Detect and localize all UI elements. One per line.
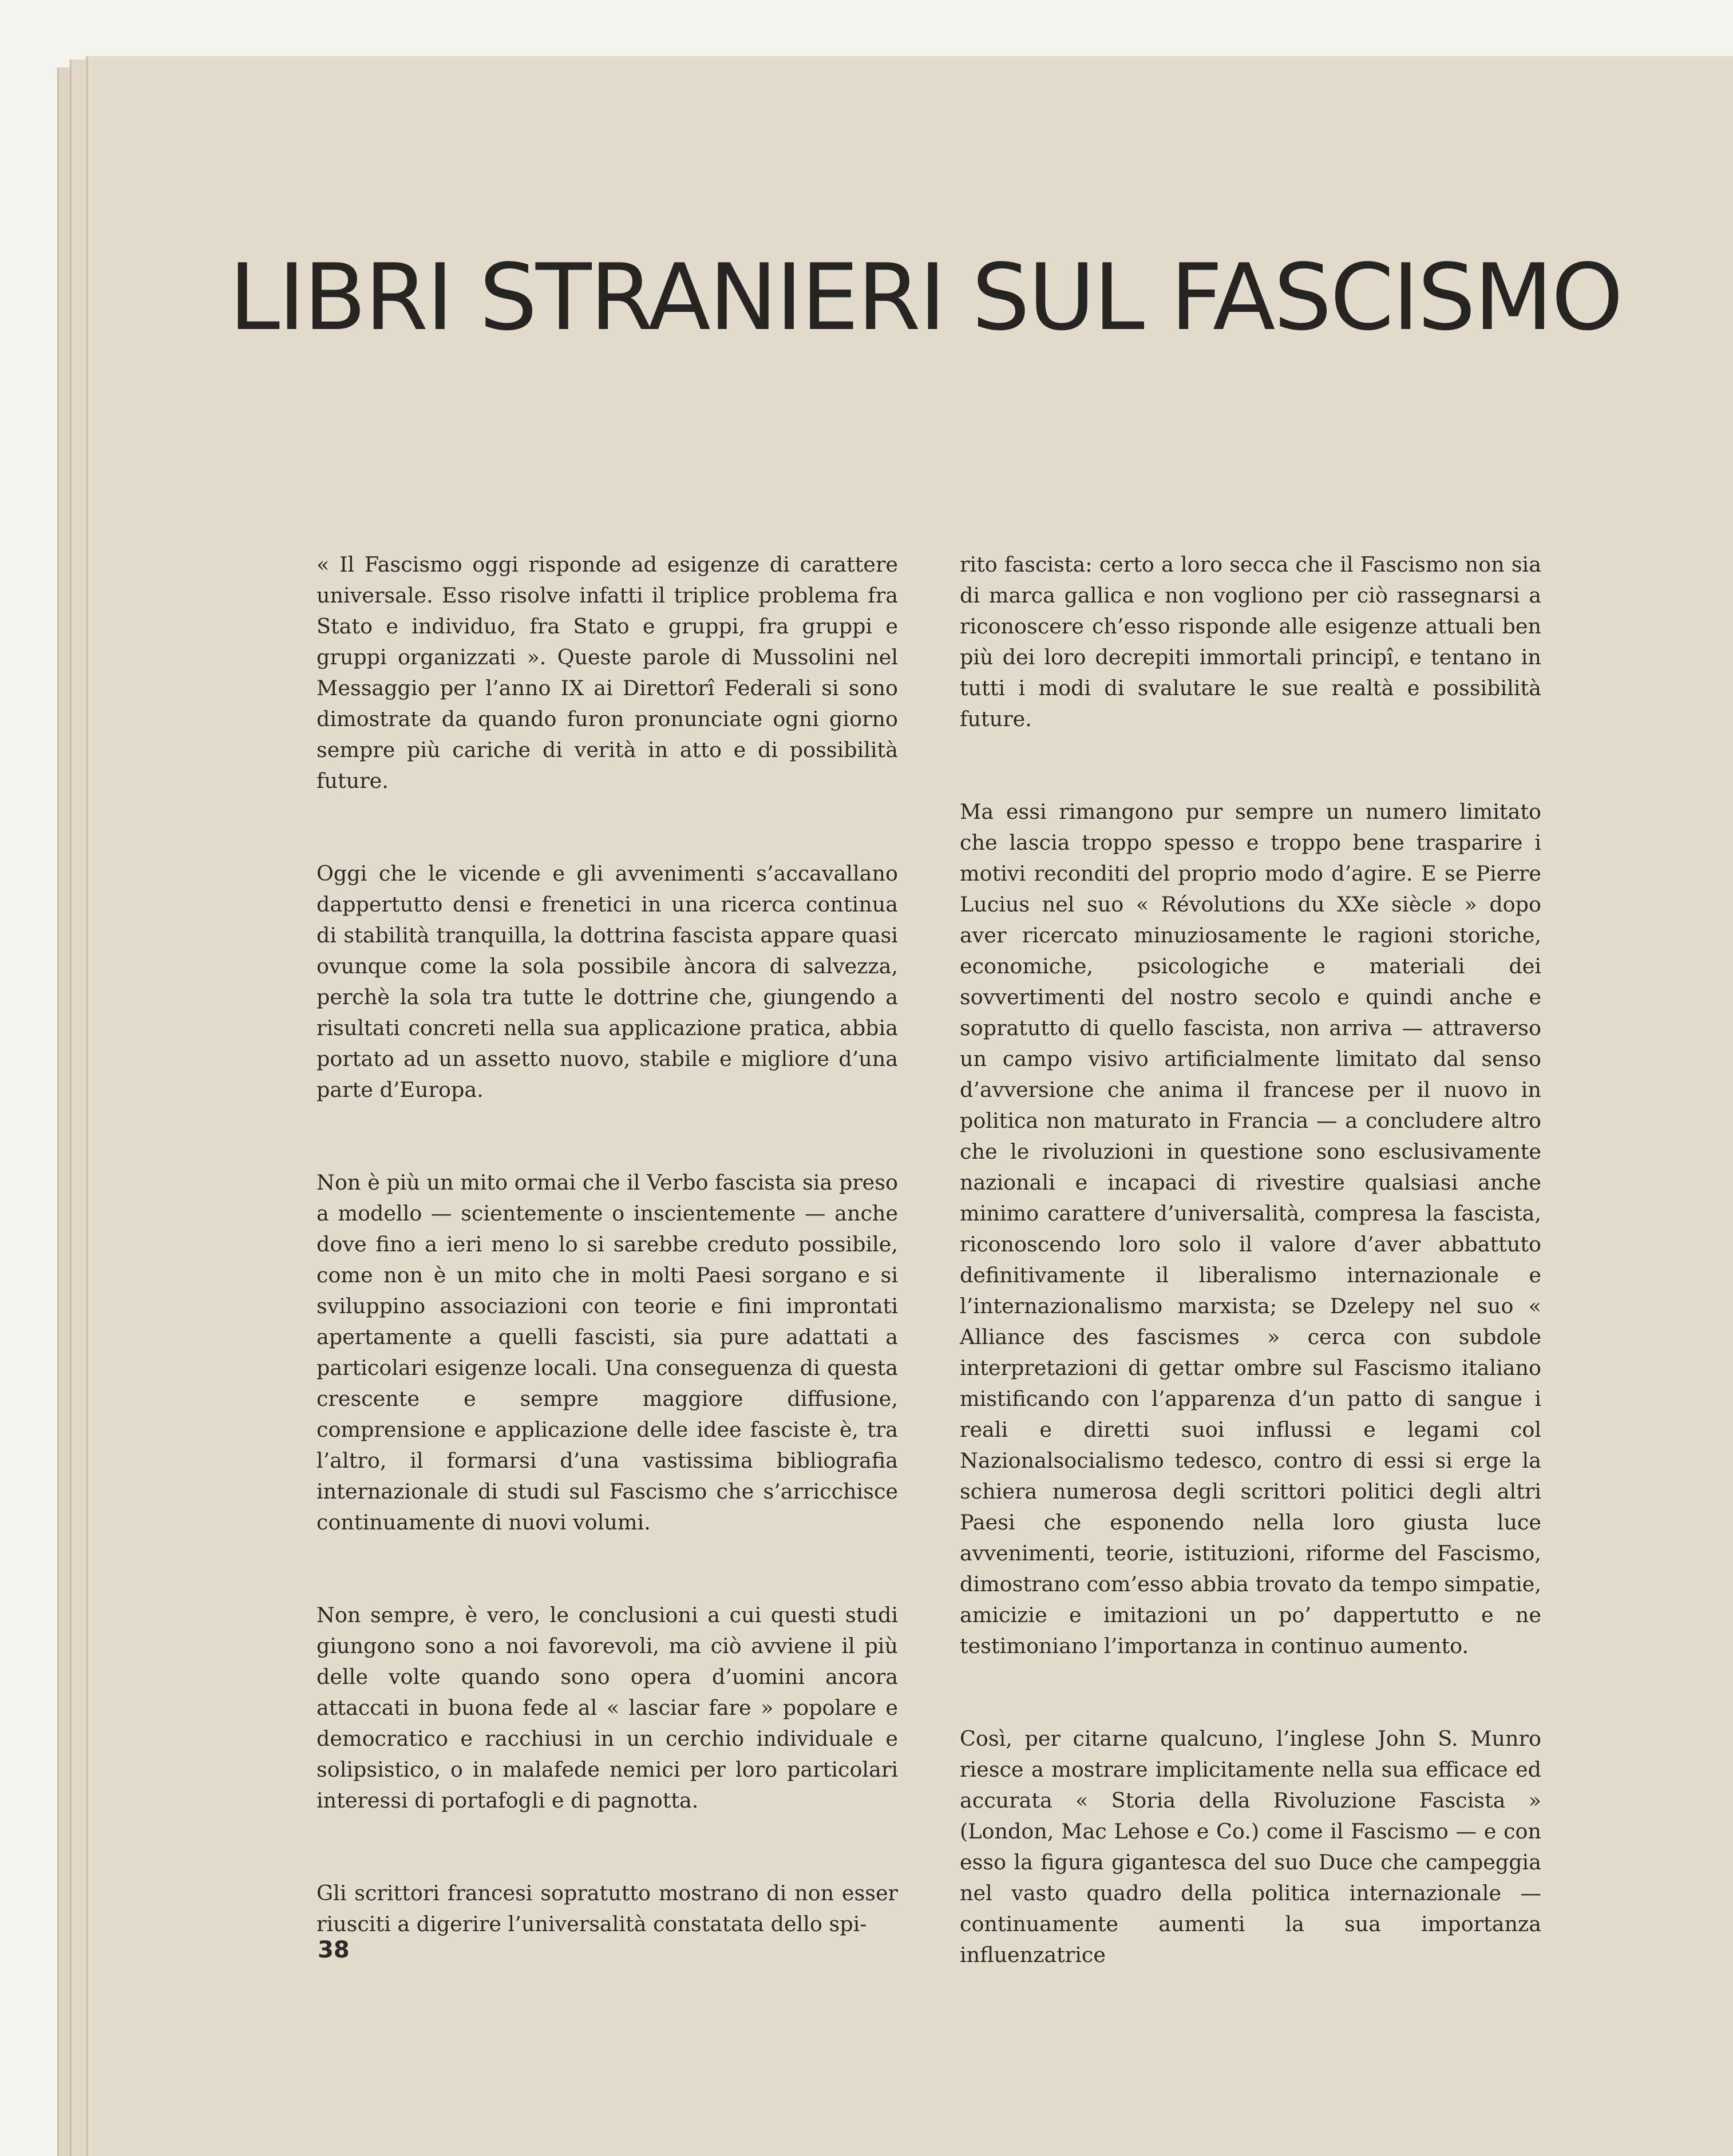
paragraph: Così, per citarne qualcuno, l’inglese John S. Munro riesce a mostrare implicitamente nella sua efficace ed accurata « Storia della Rivoluzione Fascista » (London, Mac Lehose e Co.) come il Fascismo — e con esso la figura gigantesca del suo Duce che campeggia nel vasto quadro della politica internazionale — continuamente aumenti la sua importanza influenzatrice — [960, 1726, 1541, 1967]
paragraph: rito fascista: certo a loro secca che il Fascismo non sia di marca gallica e non vogliono per ciò rassegnarsi a riconoscere ch’esso risponde alle esigenze attuali ben più dei loro decrepiti immortali principî, e tentano in tutti i modi di svalutare le sue realtà e possibilità future. — [960, 552, 1541, 731]
paragraph: Ma essi rimangono pur sempre un numero limitato che lascia troppo spesso e troppo bene trasparire i motivi reconditi del proprio modo d’agire. E se Pierre Lucius nel suo « Révolutions du XXe siècle » dopo aver ricercato minuziosamente le ragioni storiche, economiche, psicologiche e materiali dei sovvertimenti del nostro secolo e quindi anche e sopratutto di quello fascista, non arriva — attraverso un campo visivo artificialmente limitato dal senso d’avversione che anima il francese per il nuovo in politica non maturato in Francia — a concludere altro che le rivoluzioni in questione sono esclusivamente nazionali e incapaci di rivestire qualsiasi anche minimo carattere d’universalità, compresa la fascista, riconoscendo loro solo il valore d’aver abbattuto definitivamente il liberalismo internazionale e l’internazionalismo marxista; se Dzelepy nel suo « Alliance des fascismes » cerca con subdole interpretazioni di gettar ombre sul Fascismo italiano mistificando con l’apparenza d’un patto di sangue i reali e diretti suoi influssi e legami col Nazionalsocialismo tedesco, contro di essi si erge la schiera numerosa degli scrittori politici degli altri Paesi che esponendo nella loro giusta luce avvenimenti, teorie, istituzioni, riforme del Fascismo, dimostrano com’esso abbia trovato da tempo simpatie, amicizie e imitazioni un po’ dappertutto e ne testimoniano l’importanza in continuo aumento. — [960, 799, 1541, 1658]
paragraph: Gli scrittori francesi sopratutto mostrano di non esser riusciti a digerire l’universalità constatata dello spi- — [316, 1881, 898, 1936]
article-title: LIBRI STRANIERI SUL FASCISMO — [229, 244, 1622, 351]
paragraph: Non sempre, è vero, le conclusioni a cui questi studi giungono sono a noi favorevoli, ma ciò avviene il più delle volte quando sono opera d’uomini ancora attaccati in buona fede al « lasciar fare » popolare e democratico e racchiusi in un cerchio individuale e solipsistico, o in malafede nemici per loro particolari interessi di portafogli e di pagnotta. — [316, 1603, 898, 1813]
left-column — [316, 549, 898, 1940]
paragraph: Oggi che le vicende e gli avvenimenti s’accavallano dappertutto densi e frenetici in una ricerca continua di stabilità tranquilla, la dottrina fascista appare quasi ovunque come la sola possibile àncora di salvezza, perchè la sola tra tutte le dottrine che, giungendo a risultati concreti nella sua applicazione pratica, abbia portato ad un assetto nuovo, stabile e migliore d’una parte d’Europa. — [316, 861, 898, 1102]
page-number: 38 — [318, 1937, 350, 1963]
right-column — [960, 549, 1541, 1971]
paragraph: « Il Fascismo oggi risponde ad esigenze di carattere universale. Esso risolve infatti il triplice problema fra Stato e individuo, fra Stato e gruppi, fra gruppi e gruppi organizzati ». Queste parole di Mussolini nel Messaggio per l’anno IX ai Direttorî Federali si sono dimostrate da quando furon pronunciate ogni giorno sempre più cariche di verità in atto e di possibilità future. — [316, 552, 898, 793]
paragraph: Non è più un mito ormai che il Verbo fascista sia preso a modello — scientemente o inscientemente — anche dove fino a ieri meno lo si sarebbe creduto possibile, come non è un mito che in molti Paesi sorgano e si sviluppino associazioni con teorie e fini improntati apertamente a quelli fascisti, sia pure adattati a particolari esigenze locali. Una conseguenza di questa crescente e sempre maggiore diffusione, comprensione e applicazione delle idee fasciste è, tra l’altro, il formarsi d’una vastissima bibliografia internazionale di studi sul Fascismo che s’arricchisce continuamente di nuovi volumi. — [316, 1170, 898, 1535]
